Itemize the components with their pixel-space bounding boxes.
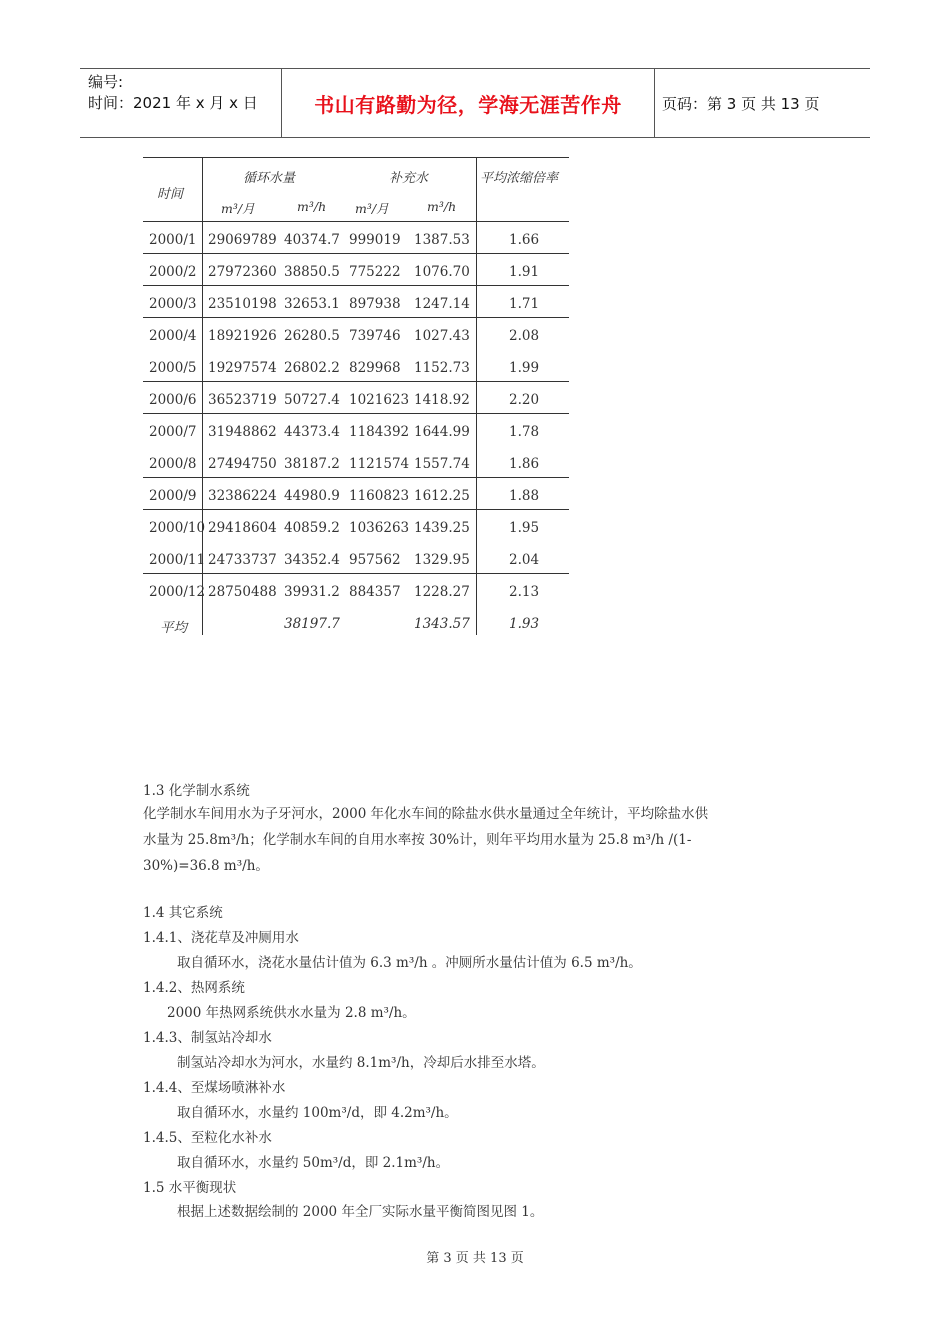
row-circulating-hourly: 38187.2 — [284, 456, 340, 472]
row-makeup-monthly: 829968 — [349, 360, 401, 376]
row-circulating-hourly: 32653.1 — [284, 296, 340, 312]
header-motto: 书山有路勤为径，学海无涯苦作舟 — [314, 92, 622, 117]
row-circulating-hourly: 44373.4 — [284, 424, 340, 440]
row-circulating-monthly: 18921926 — [208, 328, 277, 344]
table-rule — [143, 157, 569, 158]
row-circulating-hourly: 26280.5 — [284, 328, 340, 344]
row-makeup-hourly: 1439.25 — [414, 520, 470, 536]
row-makeup-monthly: 1184392 — [349, 424, 410, 440]
row-ratio: 1.91 — [509, 264, 540, 280]
section-title-1-4-4: 1.4.4、至煤场喷淋补水 — [143, 1080, 286, 1096]
water-balance-table — [143, 157, 569, 635]
row-month: 2000/7 — [149, 424, 197, 440]
row-ratio: 2.20 — [509, 392, 540, 408]
row-ratio: 1.88 — [509, 488, 540, 504]
avg-circulating-hourly: 38197.7 — [284, 616, 340, 632]
row-ratio: 1.78 — [509, 424, 540, 440]
row-circulating-monthly: 32386224 — [208, 488, 277, 504]
paragraph-line: 30%)=36.8 m³/h。 — [143, 858, 269, 874]
row-makeup-monthly: 739746 — [349, 328, 401, 344]
row-month: 2000/9 — [149, 488, 197, 504]
row-ratio: 1.99 — [509, 360, 540, 376]
paragraph-line: 化学制水车间用水为子牙河水，2000 年化水车间的除盐水供水量通过全年统计，平均除盐水供 — [143, 806, 709, 822]
row-makeup-hourly: 1644.99 — [414, 424, 470, 440]
section-1-4-5-text: 取自循环水，水量约 50m³/d，即 2.1m³/h。 — [177, 1155, 450, 1171]
row-ratio: 1.95 — [509, 520, 540, 536]
section-1-4-3-text: 制氢站冷却水为河水，水量约 8.1m³/h，冷却后水排至水塔。 — [177, 1055, 545, 1071]
section-title-1-4-1: 1.4.1、浇花草及冲厕用水 — [143, 930, 299, 946]
row-ratio: 2.13 — [509, 584, 540, 600]
row-circulating-monthly: 23510198 — [208, 296, 277, 312]
doc-number-label: 编号: — [88, 73, 124, 91]
row-circulating-monthly: 29069789 — [208, 232, 277, 248]
row-makeup-monthly: 1036263 — [349, 520, 410, 536]
row-month: 2000/4 — [149, 328, 197, 344]
section-title-1-4-2: 1.4.2、热网系统 — [143, 980, 245, 996]
table-col-rule — [476, 157, 477, 635]
row-month: 2000/11 — [149, 552, 206, 568]
table-rule — [143, 413, 569, 414]
row-circulating-monthly: 36523719 — [208, 392, 277, 408]
section-title-1-3: 1.3 化学制水系统 — [143, 783, 250, 799]
row-makeup-hourly: 1387.53 — [414, 232, 470, 248]
table-rule — [143, 573, 569, 574]
header-avg-concentration-ratio: 平均浓缩倍率 — [480, 171, 559, 186]
header-time: 时间 — [157, 187, 184, 202]
section-title-1-5: 1.5 水平衡现状 — [143, 1180, 237, 1196]
row-circulating-hourly: 40859.2 — [284, 520, 340, 536]
row-month: 2000/12 — [149, 584, 206, 600]
row-circulating-hourly: 39931.2 — [284, 584, 340, 600]
row-makeup-monthly: 999019 — [349, 232, 401, 248]
row-circulating-hourly: 44980.9 — [284, 488, 340, 504]
row-makeup-monthly: 897938 — [349, 296, 401, 312]
row-makeup-hourly: 1612.25 — [414, 488, 470, 504]
row-ratio: 1.71 — [509, 296, 540, 312]
header-page-info: 页码：第 3 页 共 13 页 — [662, 94, 820, 113]
section-title-1-4-5: 1.4.5、至粒化水补水 — [143, 1130, 272, 1146]
section-title-1-4-3: 1.4.3、制氢站冷却水 — [143, 1030, 272, 1046]
row-makeup-hourly: 1228.27 — [414, 584, 470, 600]
section-1-4-2-text: 2000 年热网系统供水水量为 2.8 m³/h。 — [167, 1005, 416, 1021]
row-makeup-monthly: 1021623 — [349, 392, 410, 408]
row-month: 2000/10 — [149, 520, 206, 536]
row-circulating-hourly: 38850.5 — [284, 264, 340, 280]
row-circulating-monthly: 24733737 — [208, 552, 277, 568]
row-makeup-hourly: 1076.70 — [414, 264, 470, 280]
table-rule — [143, 253, 569, 254]
header-circulating-water: 循环水量 — [243, 171, 296, 186]
row-ratio: 1.86 — [509, 456, 540, 472]
header-unit: m³/h — [297, 199, 327, 214]
row-month: 2000/2 — [149, 264, 197, 280]
table-rule — [143, 285, 569, 286]
row-month: 2000/6 — [149, 392, 197, 408]
row-circulating-monthly: 19297574 — [208, 360, 277, 376]
header-unit: m³/月 — [221, 201, 255, 216]
header-divider — [654, 69, 655, 137]
row-ratio: 2.04 — [509, 552, 540, 568]
page-header — [80, 68, 870, 138]
avg-ratio: 1.93 — [509, 616, 540, 632]
row-month: 2000/5 — [149, 360, 197, 376]
avg-makeup-hourly: 1343.57 — [414, 616, 470, 632]
table-rule — [143, 317, 569, 318]
section-1-5-text: 根据上述数据绘制的 2000 年全厂实际水量平衡简图见图 1。 — [177, 1204, 544, 1220]
row-circulating-hourly: 40374.7 — [284, 232, 340, 248]
row-makeup-monthly: 1160823 — [349, 488, 410, 504]
row-ratio: 2.08 — [509, 328, 540, 344]
table-rule — [143, 509, 569, 510]
header-makeup-water: 补充水 — [389, 171, 429, 186]
row-makeup-monthly: 957562 — [349, 552, 401, 568]
header-unit: m³/月 — [355, 201, 389, 216]
row-circulating-hourly: 26802.2 — [284, 360, 340, 376]
row-makeup-monthly: 775222 — [349, 264, 401, 280]
row-makeup-hourly: 1027.43 — [414, 328, 470, 344]
row-circulating-monthly: 28750488 — [208, 584, 277, 600]
row-makeup-hourly: 1152.73 — [414, 360, 470, 376]
row-ratio: 1.66 — [509, 232, 540, 248]
table-rule — [143, 221, 569, 222]
header-meta — [88, 72, 258, 114]
row-circulating-hourly: 34352.4 — [284, 552, 340, 568]
row-makeup-monthly: 1121574 — [349, 456, 410, 472]
row-month: 2000/1 — [149, 232, 197, 248]
header-unit: m³/h — [427, 199, 457, 214]
paragraph-line: 水量为 25.8m³/h；化学制水车间的自用水率按 30%计，则年平均用水量为 25.8 m³/h /(1- — [143, 832, 692, 848]
row-makeup-hourly: 1247.14 — [414, 296, 470, 312]
doc-time-label: 时间：2021 年 x 月 x 日 — [88, 94, 258, 112]
row-month: 2000/3 — [149, 296, 197, 312]
page-footer: 第 3 页 共 13 页 — [426, 1251, 524, 1266]
table-rule — [143, 477, 569, 478]
section-1-4-1-text: 取自循环水，浇花水量估计值为 6.3 m³/h 。冲厕所水量估计值为 6.5 m³/h。 — [177, 955, 642, 971]
row-month: 2000/8 — [149, 456, 197, 472]
row-makeup-hourly: 1557.74 — [414, 456, 470, 472]
table-rule — [143, 381, 569, 382]
row-circulating-monthly: 27494750 — [208, 456, 277, 472]
section-1-3-paragraph — [143, 801, 813, 879]
row-circulating-monthly: 27972360 — [208, 264, 277, 280]
row-circulating-monthly: 29418604 — [208, 520, 277, 536]
avg-label: 平均 — [160, 620, 187, 636]
section-1-4-4-text: 取自循环水，水量约 100m³/d，即 4.2m³/h。 — [177, 1105, 458, 1121]
section-title-1-4: 1.4 其它系统 — [143, 905, 223, 921]
row-circulating-monthly: 31948862 — [208, 424, 277, 440]
row-makeup-hourly: 1329.95 — [414, 552, 470, 568]
row-makeup-hourly: 1418.92 — [414, 392, 470, 408]
row-circulating-hourly: 50727.4 — [284, 392, 340, 408]
row-makeup-monthly: 884357 — [349, 584, 401, 600]
